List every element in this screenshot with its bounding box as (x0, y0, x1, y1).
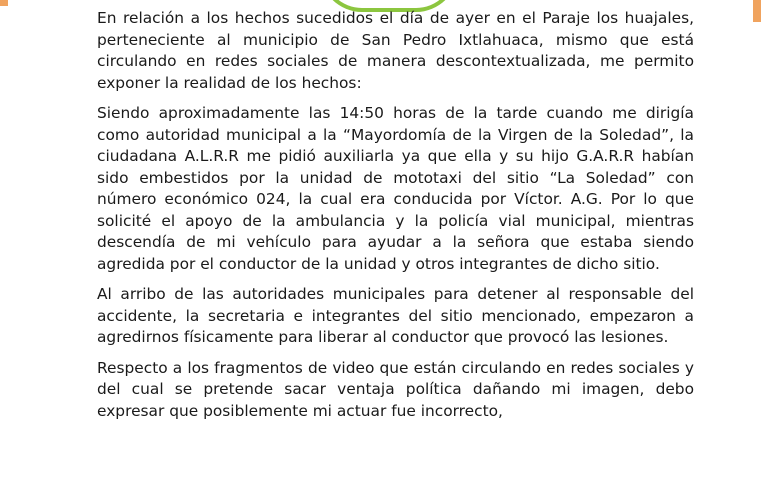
left-accent-bar (0, 0, 8, 6)
right-accent-bar (753, 0, 761, 22)
paragraph-4: Respecto a los fragmentos de video que están circulando en redes sociales y del cual se pretende sacar ventaja política dañando mi imagen, debo expresar que posiblemente mi actuar fue incorrecto, (97, 358, 694, 420)
paragraph-1: En relación a los hechos sucedidos el día de ayer en el Paraje los huajales, perteneciente al municipio de San Pedro Ixtlahuaca, mismo que está circulando en redes sociales de manera descontextualizada, me permito exponer la realidad de los hechos: (97, 9, 694, 92)
paragraph-3: Al arribo de las autoridades municipales para detener al responsable del accidente, la secretaria e integrantes del sitio mencionado, empezaron a agredirnos físicamente para liberar al conductor que provocó las lesiones. (97, 285, 694, 346)
paragraph-2: Siendo aproximadamente las 14:50 horas de la tarde cuando me dirigía como autoridad municipal a la “Mayordomía de la Virgen de la Soledad”, la ciudadana A.L.R.R me pidió auxiliarla ya que ella y su hijo G.A.R.R habían sido embestidos por la unidad de mototaxi del sitio “La Soledad” con número económico 024, la cual era conducida por Víctor. A.G. Por lo que solicité el apoyo de la ambulancia y la policía vial municipal, mientras descendía de mi vehículo para ayudar a la señora que estaba siendo agredida por el conductor de la unidad y otros integrantes de dicho sitio. (97, 104, 694, 273)
document-body (97, 8, 694, 422)
